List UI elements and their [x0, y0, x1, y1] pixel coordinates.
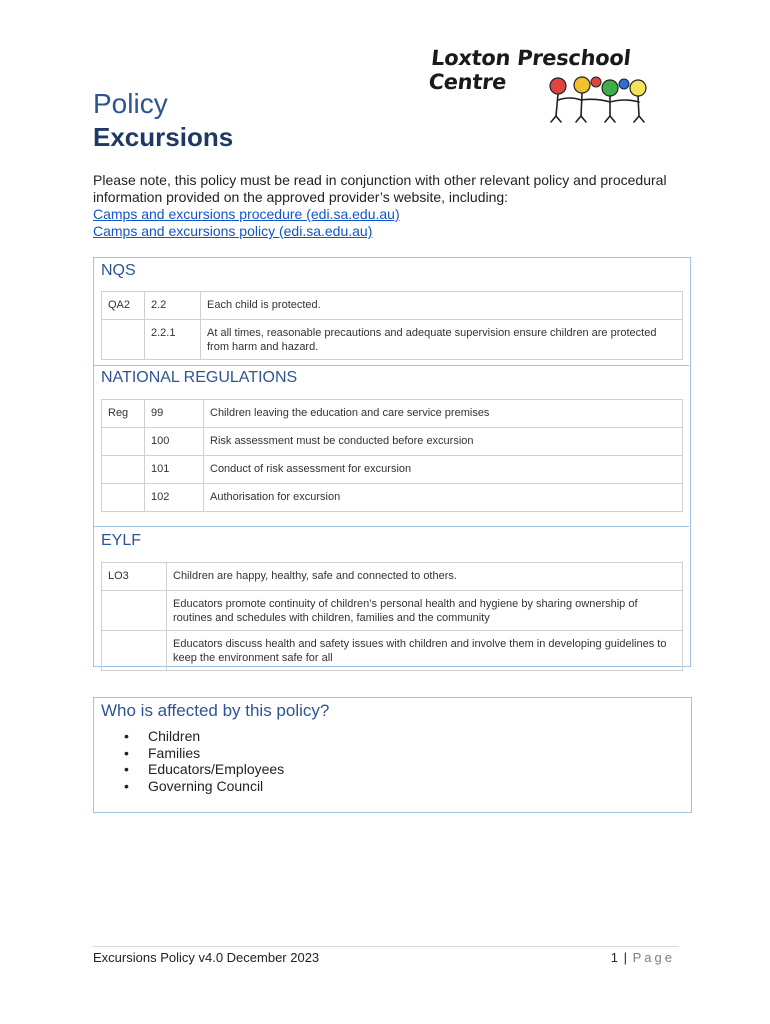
document-type-label: Policy	[93, 88, 168, 119]
area-cell: Reg	[102, 400, 145, 428]
description-cell: At all times, reasonable precautions and adequate supervision ensure children are protected from harm and hazard.	[201, 320, 683, 360]
regulations-heading: NATIONAL REGULATIONS	[101, 369, 298, 386]
area-cell	[102, 428, 145, 456]
area-cell	[102, 484, 145, 512]
section-divider	[93, 365, 689, 366]
table-row	[102, 320, 683, 360]
regulations-table	[101, 399, 683, 512]
description-cell: Children leaving the education and care service premises	[204, 400, 683, 428]
code-cell: 2.2.1	[145, 320, 201, 360]
table-row	[102, 292, 683, 320]
section-divider	[93, 526, 689, 527]
table-row	[102, 456, 683, 484]
table-row	[102, 400, 683, 428]
page-number: 1	[610, 950, 619, 965]
area-cell	[102, 631, 167, 671]
code-cell: 101	[145, 456, 204, 484]
affected-list	[120, 728, 284, 794]
description-cell: Risk assessment must be conducted before excursion	[204, 428, 683, 456]
table-row	[102, 484, 683, 512]
policy-link[interactable]: Camps and excursions policy (edi.sa.edu.au)	[93, 223, 373, 239]
page-indicator	[611, 950, 675, 965]
eylf-heading: EYLF	[101, 532, 142, 549]
area-cell: QA2	[102, 292, 145, 320]
code-cell: 99	[145, 400, 204, 428]
table-row	[102, 563, 683, 591]
affected-heading: Who is affected by this policy?	[101, 701, 330, 720]
page-separator: |	[623, 950, 628, 965]
description-cell: Each child is protected.	[201, 292, 683, 320]
procedure-link[interactable]: Camps and excursions procedure (edi.sa.edu.au)	[93, 206, 400, 222]
logo-text: Loxton Preschool Centre	[427, 46, 632, 94]
area-cell: LO3	[102, 563, 167, 591]
description-cell: Conduct of risk assessment for excursion	[204, 456, 683, 484]
list-item: • Children	[120, 728, 284, 745]
code-cell: 100	[145, 428, 204, 456]
code-cell: 2.2	[145, 292, 201, 320]
nqs-heading: NQS	[101, 262, 136, 279]
eylf-table	[101, 562, 683, 671]
code-cell: 102	[145, 484, 204, 512]
children-holding-hands-icon	[548, 72, 683, 124]
nqs-table	[101, 291, 683, 360]
table-row	[102, 591, 683, 631]
description-cell: Children are happy, healthy, safe and connected to others.	[167, 563, 683, 591]
page-label: Page	[632, 950, 675, 965]
list-item: • Governing Council	[120, 778, 284, 795]
description-cell: Authorisation for excursion	[204, 484, 683, 512]
table-row	[102, 428, 683, 456]
table-row	[102, 631, 683, 671]
list-item: • Educators/Employees	[120, 761, 284, 778]
area-cell	[102, 591, 167, 631]
logo	[427, 46, 680, 126]
area-cell	[102, 320, 145, 360]
area-cell	[102, 456, 145, 484]
description-cell: Educators discuss health and safety issues with children and involve them in developing guidelines to keep the environment safe for all	[167, 631, 683, 671]
footer-document-info: Excursions Policy v4.0 December 2023	[93, 950, 320, 965]
page-title: Excursions	[93, 122, 234, 152]
footer-divider	[93, 946, 679, 947]
list-item: • Families	[120, 745, 284, 762]
intro-text: Please note, this policy must be read in conjunction with other relevant policy and procedural information provided on the approved provider’s website, including:	[93, 172, 667, 205]
description-cell: Educators promote continuity of children’s personal health and hygiene by sharing ownership of routines and schedules with children, families and the community	[167, 591, 683, 631]
intro-paragraph	[93, 172, 683, 240]
